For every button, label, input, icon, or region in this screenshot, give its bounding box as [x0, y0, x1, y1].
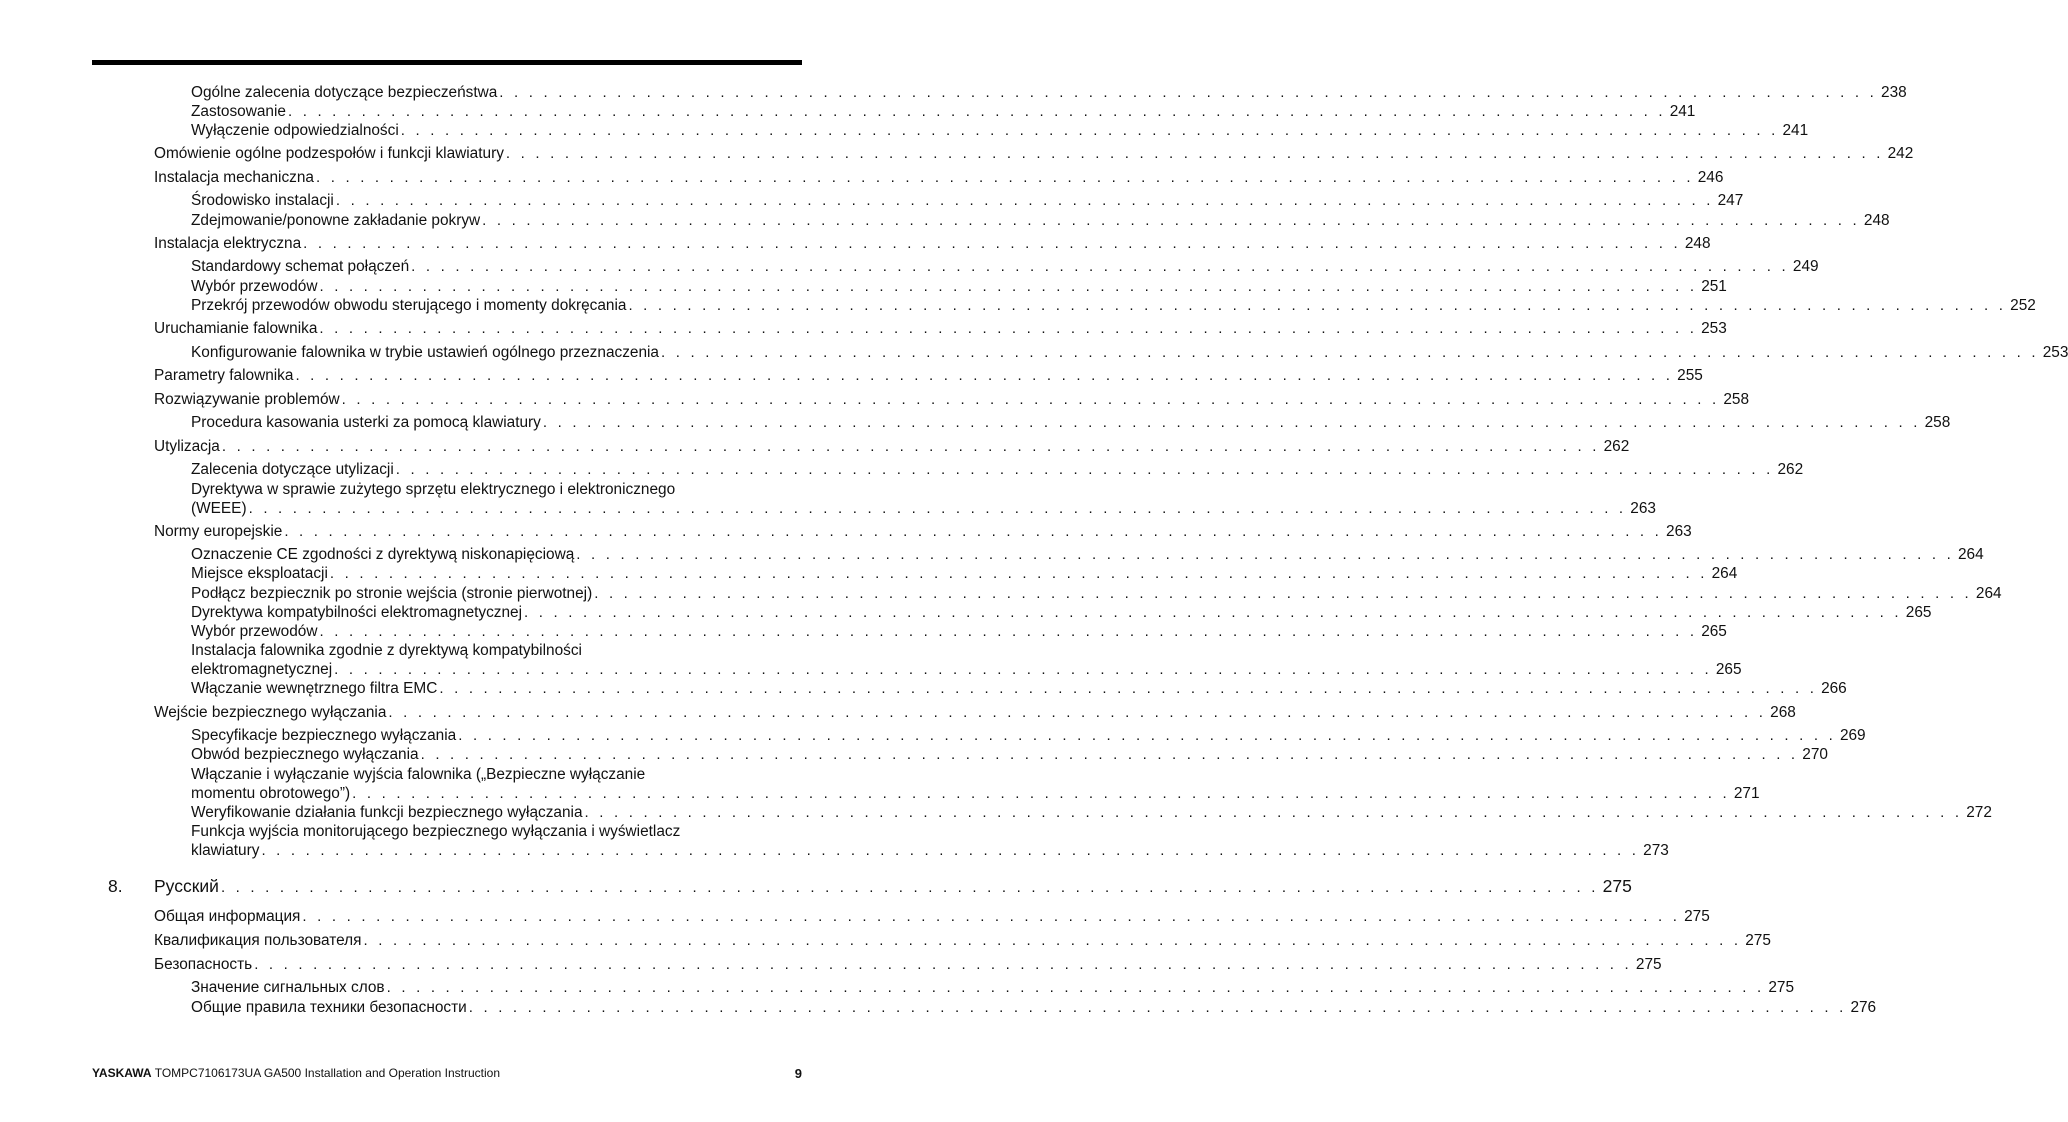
- toc-entry-page: 248: [1863, 212, 1890, 229]
- dot-leader: . . . . . . . . . . . . . . . . . . . . . . . . . . . . . . . . . . . . . . . . . . . . . . . . . . . . . . . . . . . . . . . . . . . . . . . . . . . . . . . . . . . . . . . . . . . . . .: [542, 414, 1921, 431]
- toc-entry[interactable]: [191, 978, 1795, 997]
- dot-leader: . . . . . . . . . . . . . . . . . . . . . . . . . . . . . . . . . . . . . . . . . . . . . . . . . . . . . . . . . . . . . . . . . . . . . . . . . . . . . . . . . . . . . . . . . . . . . .: [302, 908, 1681, 925]
- toc-entry[interactable]: [191, 191, 1744, 210]
- toc-entry-title: Общие правила техники безопасности: [191, 999, 467, 1016]
- page-footer: [92, 1066, 802, 1081]
- toc-entry-title: elektromagnetycznej: [191, 661, 333, 678]
- toc-entry-title: Wybór przewodów: [191, 278, 318, 295]
- toc-entry[interactable]: [154, 144, 1914, 163]
- toc-entry-title: Dyrektywa kompatybilności elektromagnetycznej: [191, 604, 523, 621]
- dot-leader: . . . . . . . . . . . . . . . . . . . . . . . . . . . . . . . . . . . . . . . . . . . . . . . . . . . . . . . . . . . . . . . . . . . . . . . . . . . . . . . . . . . . . . . . . . . . . .: [439, 680, 1818, 697]
- toc-entry-title: Instalacja mechaniczna: [154, 169, 314, 186]
- dot-leader: . . . . . . . . . . . . . . . . . . . . . . . . . . . . . . . . . . . . . . . . . . . . . . . . . . . . . . . . . . . . . . . . . . . . . . . . . . . . . . . . . . . . . . . . . . . . . .: [221, 438, 1600, 455]
- toc-entry[interactable]: [191, 765, 1760, 803]
- toc-entry-page: 266: [1821, 680, 1847, 697]
- toc-entry-title: Parametry falownika: [154, 367, 294, 384]
- toc-entry-page: 265: [1905, 604, 1932, 621]
- toc-entry-title: Безопасность: [154, 956, 253, 973]
- toc-entry-page: 253: [2042, 344, 2068, 361]
- toc-entry-title: klawiatury: [191, 842, 260, 859]
- toc-entry-page: 241: [1669, 103, 1696, 120]
- toc-entry-title: Standardowy schemat połączeń: [191, 258, 410, 275]
- toc-entry-page: 271: [1733, 785, 1760, 802]
- dot-leader: . . . . . . . . . . . . . . . . . . . . . . . . . . . . . . . . . . . . . . . . . . . . . . . . . . . . . . . . . . . . . . . . . . . . . . . . . . . . . . . . . . . . . . . . . . . . . .: [315, 169, 1694, 186]
- toc-entry-title: Procedura kasowania usterki za pomocą klawiatury: [191, 414, 541, 431]
- toc-entry-page: 264: [1957, 546, 1984, 563]
- toc-entry-page: 275: [1768, 979, 1795, 996]
- toc-entry-title: Ogólne zalecenia dotyczące bezpieczeństwa: [191, 84, 498, 101]
- toc-entry-page: 238: [1881, 84, 1907, 101]
- toc-entry-title: Instalacja elektryczna: [154, 235, 302, 252]
- toc-entry-page: 253: [1701, 320, 1727, 337]
- toc-entry[interactable]: [191, 83, 1907, 102]
- toc-entry-title: Miejsce eksploatacji: [191, 565, 328, 582]
- toc-entry-title: Zdejmowanie/ponowne zakładanie pokryw: [191, 212, 481, 229]
- toc-entry[interactable]: [191, 603, 1932, 622]
- chapter-number: 8.: [108, 876, 123, 896]
- toc-entry-page: 242: [1887, 145, 1914, 162]
- dot-leader: . . . . . . . . . . . . . . . . . . . . . . . . . . . . . . . . . . . . . . . . . . . . . . . . . . . . . . . . . . . . . . . . . . . . . . . . . . . . . . . . . . . . . . . . . . . . . .: [395, 461, 1774, 478]
- toc-entry-title: Uruchamianie falownika: [154, 320, 318, 337]
- dot-leader: . . . . . . . . . . . . . . . . . . . . . . . . . . . . . . . . . . . . . . . . . . . . . . . . . . . . . . . . . . . . . . . . . . . . . . . . . . . . . . . . . . . . . . . . . . . . . .: [319, 320, 1698, 337]
- toc-entry-page: 263: [1666, 523, 1692, 540]
- toc-entry[interactable]: [154, 703, 1796, 722]
- brand-name: YASKAWA: [92, 1066, 152, 1080]
- toc-entry-title: Konfigurowanie falownika w trybie ustawień ogólnego przeznaczenia: [191, 344, 659, 361]
- toc-entry[interactable]: [191, 211, 1890, 230]
- toc-entry[interactable]: [154, 931, 1771, 950]
- toc-entry-page: 273: [1643, 842, 1669, 859]
- dot-leader: . . . . . . . . . . . . . . . . . . . . . . . . . . . . . . . . . . . . . . . . . . . . . . . . . . . . . . . . . . . . . . . . . . . . . . . . . . . . . . . . . . . . . . . . . . . . . .: [420, 746, 1799, 763]
- toc-entry-page: 262: [1603, 438, 1630, 455]
- dot-leader: . . . . . . . . . . . . . . . . . . . . . . . . . . . . . . . . . . . . . . . . . . . . . . . . . . . . . . . . . . . . . . . . . . . . . . . . . . . . . . . . . . . . . . . . . . . . . .: [334, 661, 1712, 678]
- toc-entry-page: 275: [1635, 956, 1662, 973]
- toc-entry-page: 241: [1782, 122, 1809, 139]
- dot-leader: . . . . . . . . . . . . . . . . . . . . . . . . . . . . . . . . . . . . . . . . . . . . . . . . . . . . . . . . . . . . . . . . . . . . . . . . . . . . . . . . . . . . . . . . . . . . . .: [400, 122, 1779, 139]
- toc-entry-title: Общая информация: [154, 908, 301, 925]
- toc-chapter[interactable]: [0, 876, 1632, 897]
- toc-entry-title: Przekrój przewodów obwodu sterującego i momenty dokręcania: [191, 297, 627, 314]
- toc-entry-page: 262: [1777, 461, 1804, 478]
- dot-leader: . . . . . . . . . . . . . . . . . . . . . . . . . . . . . . . . . . . . . . . . . . . . . . . . . . . . . . . . . . . . . . . . . . . . . . . . . . . . . . . . . . . . . . . . . . . . . .: [468, 999, 1847, 1016]
- dot-leader: . . . . . . . . . . . . . . . . . . . . . . . . . . . . . . . . . . . . . . . . . . . . . . . . . . . . . . . . . . . . . . . . . . . . . . . . . . . . . . . . . . . . . . . . . . . . . .: [295, 367, 1674, 384]
- dot-leader: . . . . . . . . . . . . . . . . . . . . . . . . . . . . . . . . . . . . . . . . . . . . . . . . . . . . . . . . . . . . . . . . . . . . . . . . . . . . . . . . . . . . . . . . . . . . . .: [220, 879, 1599, 896]
- dot-leader: . . . . . . . . . . . . . . . . . . . . . . . . . . . . . . . . . . . . . . . . . . . . . . . . . . . . . . . . . . . . . . . . . . . . . . . . . . . . . . . . . . . . . . . . . . . . . .: [505, 145, 1884, 162]
- toc-entry[interactable]: [154, 319, 1727, 338]
- dot-leader: . . . . . . . . . . . . . . . . . . . . . . . . . . . . . . . . . . . . . . . . . . . . . . . . . . . . . . . . . . . . . . . . . . . . . . . . . . . . . . . . . . . . . . . . . . . . . .: [341, 391, 1720, 408]
- toc-entry[interactable]: [191, 102, 1696, 121]
- dot-leader: . . . . . . . . . . . . . . . . . . . . . . . . . . . . . . . . . . . . . . . . . . . . . . . . . . . . . . . . . . . . . . . . . . . . . . . . . . . . . . . . . . . . . . . . . . . . . .: [584, 804, 1963, 821]
- dot-leader: . . . . . . . . . . . . . . . . . . . . . . . . . . . . . . . . . . . . . . . . . . . . . . . . . . . . . . . . . . . . . . . . . . . . . . . . . . . . . . . . . . . . . . . . . . . . . .: [388, 704, 1767, 721]
- toc-entry-page: 272: [1966, 804, 1992, 821]
- toc-entry[interactable]: [191, 480, 1656, 518]
- toc-entry-title: Wyłączenie odpowiedzialności: [191, 122, 399, 139]
- toc-entry[interactable]: [191, 622, 1727, 641]
- toc-entry-title-line: Włączanie i wyłączanie wyjścia falownika („Bezpieczne wyłączanie: [191, 766, 646, 783]
- dot-leader: . . . . . . . . . . . . . . . . . . . . . . . . . . . . . . . . . . . . . . . . . . . . . . . . . . . . . . . . . . . . . . . . . . . . . . . . . . . . . . . . . . . . . . . . . . . . . .: [319, 278, 1698, 295]
- toc-entry-title: Specyfikacje bezpiecznego wyłączania: [191, 727, 457, 744]
- top-rule: [92, 60, 802, 65]
- toc-entry-title: momentu obrotowego”): [191, 785, 351, 802]
- toc-entry-page: 275: [1684, 908, 1710, 925]
- dot-leader: . . . . . . . . . . . . . . . . . . . . . . . . . . . . . . . . . . . . . . . . . . . . . . . . . . . . . . . . . . . . . . . . . . . . . . . . . . . . . . . . . . . . . . . . . . . . . .: [576, 546, 1954, 563]
- toc-entry[interactable]: [154, 437, 1630, 456]
- toc-entry[interactable]: [191, 413, 1951, 432]
- toc-entry-title: Weryfikowanie działania funkcji bezpiecznego wyłączania: [191, 804, 583, 821]
- toc-entry[interactable]: [154, 390, 1750, 409]
- toc-entry-title: Środowisko instalacji: [191, 192, 334, 209]
- page-number: 9: [794, 1066, 802, 1081]
- toc-entry[interactable]: [191, 822, 1669, 860]
- toc-entry[interactable]: [191, 460, 1804, 479]
- dot-leader: . . . . . . . . . . . . . . . . . . . . . . . . . . . . . . . . . . . . . . . . . . . . . . . . . . . . . . . . . . . . . . . . . . . . . . . . . . . . . . . . . . . . . . . . . . . . . .: [261, 842, 1640, 859]
- toc-entry[interactable]: [191, 257, 1819, 276]
- toc-entry-page: 264: [1975, 585, 2002, 602]
- toc-entry[interactable]: [191, 343, 2068, 362]
- toc-entry[interactable]: [154, 907, 1710, 926]
- toc-entry[interactable]: [154, 522, 1692, 541]
- toc-entry-title: Русский: [154, 876, 219, 896]
- dot-leader: . . . . . . . . . . . . . . . . . . . . . . . . . . . . . . . . . . . . . . . . . . . . . . . . . . . . . . . . . . . . . . . . . . . . . . . . . . . . . . . . . . . . . . . . . . . . . .: [594, 585, 1972, 602]
- toc-entry-page: 265: [1715, 661, 1742, 678]
- toc-entry-page: 264: [1711, 565, 1738, 582]
- toc-entry-title-line: Instalacja falownika zgodnie z dyrektywą kompatybilności: [191, 642, 582, 659]
- toc-entry-page: 258: [1924, 414, 1951, 431]
- toc-entry[interactable]: [191, 745, 1828, 764]
- dot-leader: . . . . . . . . . . . . . . . . . . . . . . . . . . . . . . . . . . . . . . . . . . . . . . . . . . . . . . . . . . . . . . . . . . . . . . . . . . . . . . . . . . . . . . . . . . . . . .: [254, 956, 1632, 973]
- toc-entry[interactable]: [154, 168, 1724, 187]
- toc-entry-page: 275: [1745, 932, 1771, 949]
- toc-entry-title: Podłącz bezpiecznik po stronie wejścia (stronie pierwotnej): [191, 585, 593, 602]
- toc-entry[interactable]: [154, 955, 1662, 974]
- dot-leader: . . . . . . . . . . . . . . . . . . . . . . . . . . . . . . . . . . . . . . . . . . . . . . . . . . . . . . . . . . . . . . . . . . . . . . . . . . . . . . . . . . . . . . . . . . . . . .: [287, 103, 1666, 120]
- toc-entry[interactable]: [191, 121, 1809, 140]
- toc-entry-title: Zalecenia dotyczące utylizacji: [191, 461, 394, 478]
- toc-entry-title: Квалификация пользователя: [154, 932, 362, 949]
- dot-leader: . . . . . . . . . . . . . . . . . . . . . . . . . . . . . . . . . . . . . . . . . . . . . . . . . . . . . . . . . . . . . . . . . . . . . . . . . . . . . . . . . . . . . . . . . . . . . .: [352, 785, 1730, 802]
- toc-entry-page: 248: [1684, 235, 1711, 252]
- dot-leader: . . . . . . . . . . . . . . . . . . . . . . . . . . . . . . . . . . . . . . . . . . . . . . . . . . . . . . . . . . . . . . . . . . . . . . . . . . . . . . . . . . . . . . . . . . . . . .: [411, 258, 1789, 275]
- toc-entry-title: Normy europejskie: [154, 523, 283, 540]
- toc-entry[interactable]: [154, 366, 1703, 385]
- toc-entry-title: Wybór przewodów: [191, 623, 318, 640]
- toc-entry-page: 247: [1717, 192, 1744, 209]
- dot-leader: . . . . . . . . . . . . . . . . . . . . . . . . . . . . . . . . . . . . . . . . . . . . . . . . . . . . . . . . . . . . . . . . . . . . . . . . . . . . . . . . . . . . . . . . . . . . . .: [319, 623, 1698, 640]
- toc-entry[interactable]: [191, 726, 1866, 745]
- dot-leader: . . . . . . . . . . . . . . . . . . . . . . . . . . . . . . . . . . . . . . . . . . . . . . . . . . . . . . . . . . . . . . . . . . . . . . . . . . . . . . . . . . . . . . . . . . . . . .: [524, 604, 1902, 621]
- toc-entry-page: 263: [1630, 500, 1656, 517]
- toc-entry[interactable]: [154, 234, 1711, 253]
- toc-entry-page: 258: [1723, 391, 1750, 408]
- toc-entry-page: 268: [1770, 704, 1796, 721]
- toc-entry[interactable]: [191, 641, 1742, 679]
- dot-leader: . . . . . . . . . . . . . . . . . . . . . . . . . . . . . . . . . . . . . . . . . . . . . . . . . . . . . . . . . . . . . . . . . . . . . . . . . . . . . . . . . . . . . . . . . . . . . .: [499, 84, 1878, 101]
- toc-entry[interactable]: [191, 998, 1877, 1017]
- toc-entry[interactable]: [191, 803, 1992, 822]
- toc-entry-page: 252: [2010, 297, 2036, 314]
- dot-leader: . . . . . . . . . . . . . . . . . . . . . . . . . . . . . . . . . . . . . . . . . . . . . . . . . . . . . . . . . . . . . . . . . . . . . . . . . . . . . . . . . . . . . . . . . . . . . .: [661, 344, 2039, 361]
- dot-leader: . . . . . . . . . . . . . . . . . . . . . . . . . . . . . . . . . . . . . . . . . . . . . . . . . . . . . . . . . . . . . . . . . . . . . . . . . . . . . . . . . . . . . . . . . . . . . .: [329, 565, 1708, 582]
- toc-entry-page: 265: [1701, 623, 1727, 640]
- dot-leader: . . . . . . . . . . . . . . . . . . . . . . . . . . . . . . . . . . . . . . . . . . . . . . . . . . . . . . . . . . . . . . . . . . . . . . . . . . . . . . . . . . . . . . . . . . . . . .: [458, 727, 1836, 744]
- dot-leader: . . . . . . . . . . . . . . . . . . . . . . . . . . . . . . . . . . . . . . . . . . . . . . . . . . . . . . . . . . . . . . . . . . . . . . . . . . . . . . . . . . . . . . . . . . . . . .: [248, 500, 1627, 517]
- toc-entry-title: (WEEE): [191, 500, 247, 517]
- dot-leader: . . . . . . . . . . . . . . . . . . . . . . . . . . . . . . . . . . . . . . . . . . . . . . . . . . . . . . . . . . . . . . . . . . . . . . . . . . . . . . . . . . . . . . . . . . . . . .: [284, 523, 1663, 540]
- toc-entry-page: 270: [1802, 746, 1828, 763]
- toc-entry[interactable]: [191, 584, 2002, 603]
- toc-entry-title-line: Dyrektywa w sprawie zużytego sprzętu elektrycznego i elektronicznego: [191, 481, 676, 498]
- dot-leader: . . . . . . . . . . . . . . . . . . . . . . . . . . . . . . . . . . . . . . . . . . . . . . . . . . . . . . . . . . . . . . . . . . . . . . . . . . . . . . . . . . . . . . . . . . . . . .: [386, 979, 1765, 996]
- toc-entry-title: Utylizacja: [154, 438, 220, 455]
- toc-entry-page: 276: [1850, 999, 1877, 1016]
- toc-entry-title: Rozwiązywanie problemów: [154, 391, 340, 408]
- toc-entry-page: 249: [1792, 258, 1819, 275]
- footer-document-info: [92, 1066, 500, 1081]
- document-title: TOMPC7106173UA GA500 Installation and Operation Instruction: [154, 1066, 501, 1080]
- toc-entry-page: 246: [1697, 169, 1724, 186]
- toc-entry-title: Wejście bezpiecznego wyłączania: [154, 704, 387, 721]
- dot-leader: . . . . . . . . . . . . . . . . . . . . . . . . . . . . . . . . . . . . . . . . . . . . . . . . . . . . . . . . . . . . . . . . . . . . . . . . . . . . . . . . . . . . . . . . . . . . . .: [335, 192, 1714, 209]
- dot-leader: . . . . . . . . . . . . . . . . . . . . . . . . . . . . . . . . . . . . . . . . . . . . . . . . . . . . . . . . . . . . . . . . . . . . . . . . . . . . . . . . . . . . . . . . . . . . . .: [363, 932, 1742, 949]
- toc-entry-title: Omówienie ogólne podzespołów i funkcji klawiatury: [154, 145, 504, 162]
- toc-entry[interactable]: [191, 564, 1738, 583]
- toc-entry-title-line: Funkcja wyjścia monitorującego bezpiecznego wyłączania i wyświetlacz: [191, 823, 681, 840]
- toc-entry-title: Zastosowanie: [191, 103, 286, 120]
- toc-entry-page: 269: [1839, 727, 1866, 744]
- toc-entry[interactable]: [191, 679, 1847, 698]
- dot-leader: . . . . . . . . . . . . . . . . . . . . . . . . . . . . . . . . . . . . . . . . . . . . . . . . . . . . . . . . . . . . . . . . . . . . . . . . . . . . . . . . . . . . . . . . . . . . . .: [303, 235, 1681, 252]
- toc-entry-title: Oznaczenie CE zgodności z dyrektywą niskonapięciową: [191, 546, 575, 563]
- dot-leader: . . . . . . . . . . . . . . . . . . . . . . . . . . . . . . . . . . . . . . . . . . . . . . . . . . . . . . . . . . . . . . . . . . . . . . . . . . . . . . . . . . . . . . . . . . . . . .: [628, 297, 2007, 314]
- toc-entry-title: Włączanie wewnętrznego filtra EMC: [191, 680, 438, 697]
- dot-leader: . . . . . . . . . . . . . . . . . . . . . . . . . . . . . . . . . . . . . . . . . . . . . . . . . . . . . . . . . . . . . . . . . . . . . . . . . . . . . . . . . . . . . . . . . . . . . .: [482, 212, 1860, 229]
- toc-entry-page: 255: [1677, 367, 1703, 384]
- toc-entry-title: Obwód bezpiecznego wyłączania: [191, 746, 419, 763]
- toc-entry-page: 251: [1701, 278, 1727, 295]
- toc-entry[interactable]: [191, 277, 1727, 296]
- toc-entry[interactable]: [191, 296, 2036, 315]
- toc-entry-title: Значение сигнальных слов: [191, 979, 385, 996]
- toc-entry[interactable]: [191, 545, 1984, 564]
- toc-entry-page: 275: [1602, 876, 1632, 896]
